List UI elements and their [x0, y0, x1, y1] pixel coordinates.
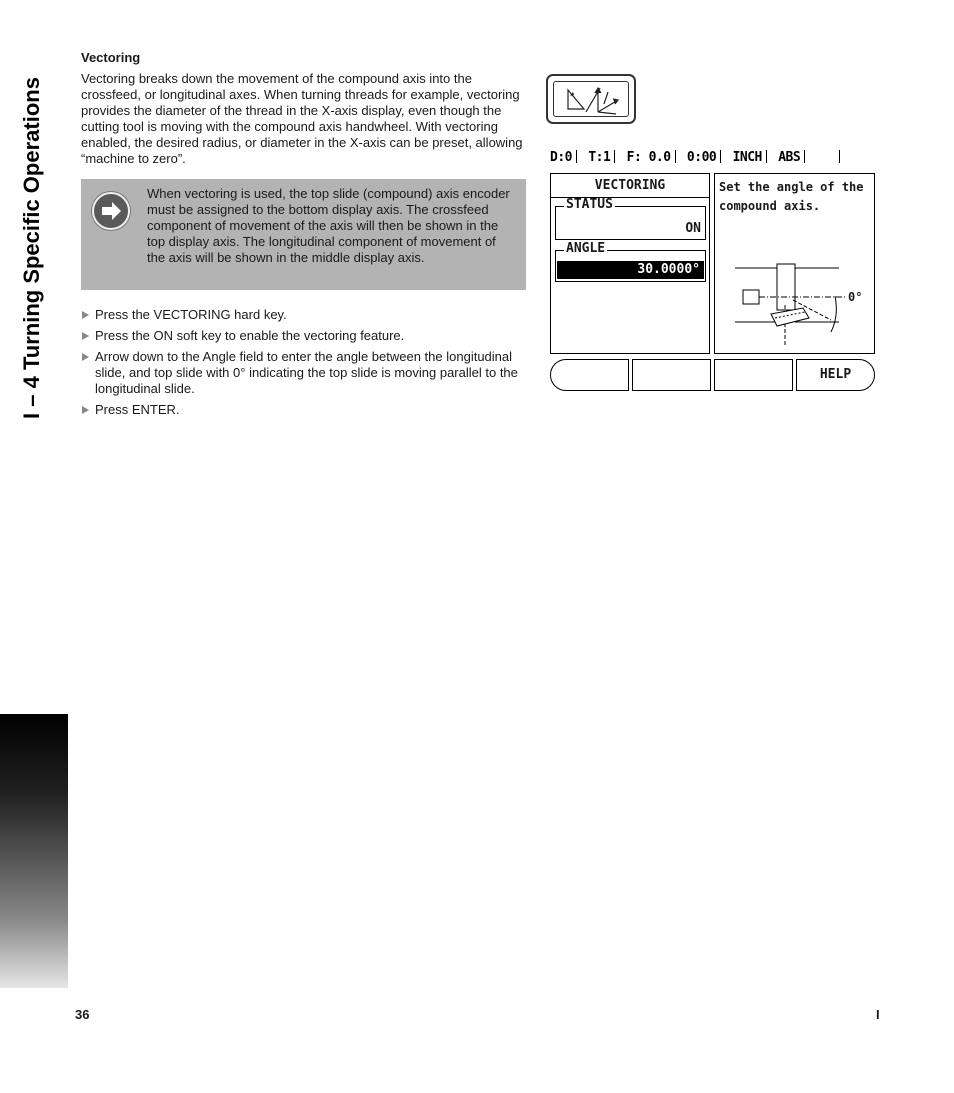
bullet-triangle-icon [82, 353, 89, 361]
angle-field-value: 30.0000° [557, 261, 704, 279]
step-item: Press the ON soft key to enable the vectoring feature. [81, 328, 527, 344]
bullet-triangle-icon [82, 406, 89, 414]
bullet-triangle-icon [82, 332, 89, 340]
dro-status-bar [550, 150, 844, 170]
status-mode: ABS [778, 150, 801, 165]
soft-key-2[interactable] [632, 359, 711, 391]
note-box [81, 179, 526, 290]
angle-field[interactable] [555, 241, 706, 282]
vectoring-hard-key[interactable] [546, 74, 636, 124]
section-paragraph: Vectoring breaks down the movement of the compound axis into the crossfeed, or longitudinal axes. When turning threads for example, vectoring provides the diameter of the thread in the X-axis display, even though the cutting tool is moving with the compound axis handwheel. With vectoring enabled, the desired radius, or diameter in the X-axis can be preset, allowing “machine to zero”. [81, 71, 523, 166]
section-heading: Vectoring [81, 50, 141, 65]
step-item: Arrow down to the Angle field to enter the angle between the longitudinal slide, and top slide with 0° indicating the top slide is moving parallel to the longitudinal slide. [81, 349, 527, 397]
status-datum: D:0 [550, 150, 572, 165]
status-tool: T:1 [588, 150, 611, 165]
bullet-triangle-icon [82, 311, 89, 319]
help-panel [714, 173, 875, 354]
step-list [81, 307, 527, 423]
panel-title: VECTORING [551, 174, 709, 198]
chapter-side-title-text: I – 4 Turning Specific Operations [19, 77, 44, 419]
vectoring-form-panel [550, 173, 710, 354]
help-text: Set the angle of the compound axis. [719, 180, 864, 213]
diagram-angle-label: 0° [848, 290, 863, 304]
arrow-right-icon [92, 192, 130, 230]
status-units: INCH [732, 150, 762, 165]
status-timer: 0:00 [686, 150, 717, 165]
status-feed: F: 0.0 [626, 150, 671, 165]
help-soft-key[interactable]: HELP [796, 359, 875, 391]
note-text: When vectoring is used, the top slide (compound) axis encoder must be assigned to the bottom display axis. The crossfeed component of movement of the axis will then be shown in the top display axis. The longitudinal component of movement of the axis will be shown in the middle display axis. [147, 186, 510, 265]
status-field-label: STATUS [566, 197, 613, 212]
vectoring-key-face [553, 81, 629, 117]
soft-key-1[interactable] [550, 359, 629, 391]
vectoring-icon [554, 82, 630, 118]
chapter-marker: I [876, 1007, 880, 1022]
status-field[interactable] [555, 197, 706, 240]
soft-key-3[interactable] [714, 359, 793, 391]
page-number: 36 [75, 1007, 90, 1022]
soft-key-bar [550, 359, 875, 391]
chapter-tab-gradient [0, 714, 68, 988]
status-field-value: ON [685, 221, 701, 236]
angle-field-label: ANGLE [566, 241, 606, 256]
chapter-side-title [14, 52, 50, 444]
step-item: Press the VECTORING hard key. [81, 307, 527, 323]
step-item: Press ENTER. [81, 402, 527, 418]
